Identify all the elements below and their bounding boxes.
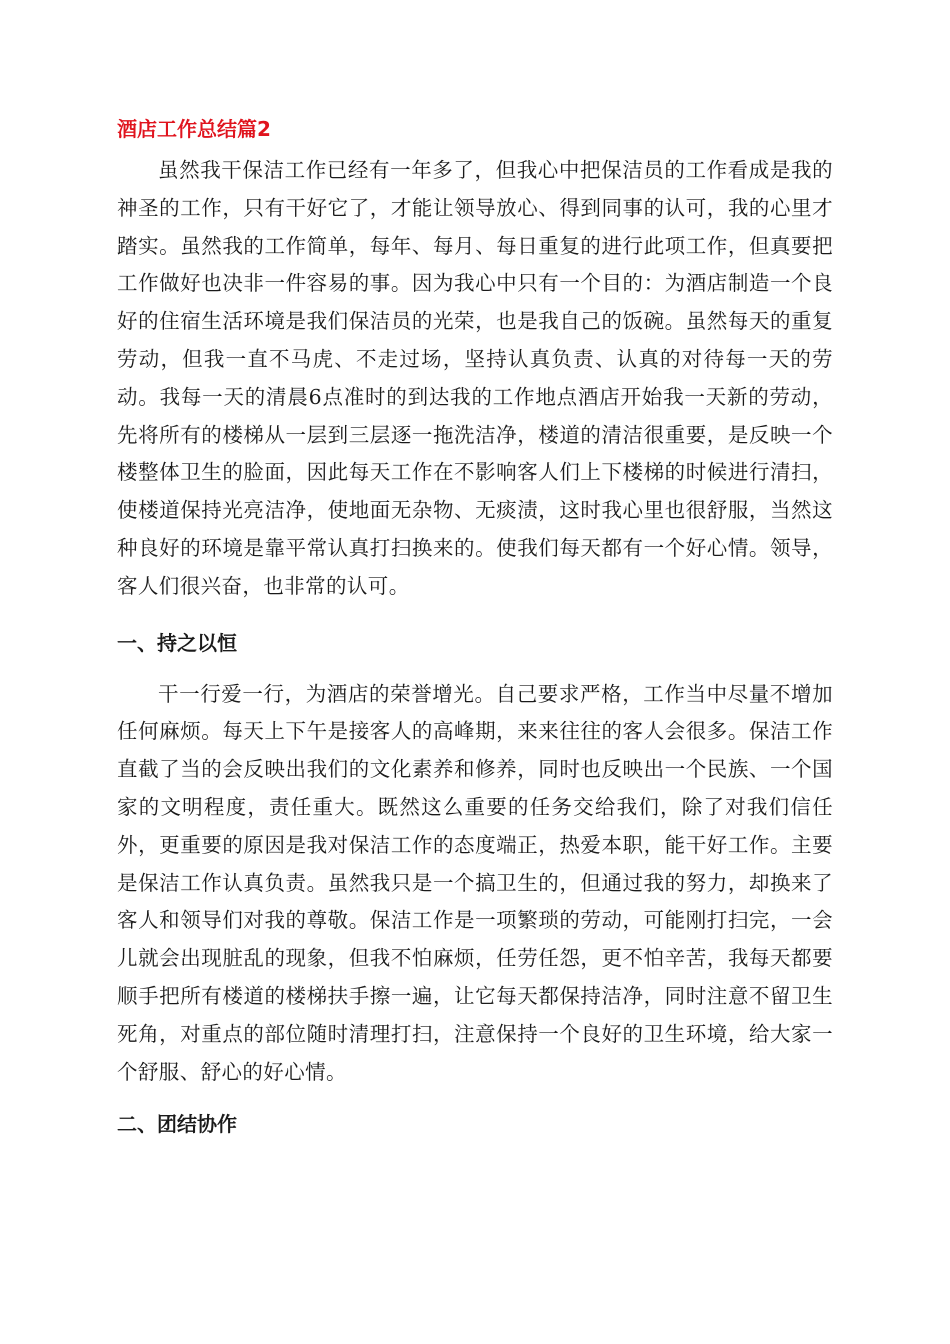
document-page — [117, 110, 833, 1143]
section-heading-2: 二、团结协作 — [117, 1112, 237, 1137]
intro-paragraph: 虽然我干保洁工作已经有一年多了，但我心中把保洁员的工作看成是我的神圣的工作，只有干好它了，才能让领导放心、得到同事的认可，我的心里才踏实。虽然我的工作简单，每年、每月、每日重复的进行此项工作，但真要把工作做好也决非一件容易的事。因为我心中只有一个目的：为酒店制造一个良好的住宿生活环境是我们保洁员的光荣，也是我自己的饭碗。虽然每天的重复劳动，但我一直不马虎、不走过场，坚持认真负责、认真的对待每一天的劳动。我每一天的清晨6点准时的到达我的工作地点酒店开始我一天新的劳动，先将所有的楼梯从一层到三层逐一拖洗洁净，楼道的清洁很重要，是反映一个楼整体卫生的脸面，因此每天工作在不影响客人们上下楼梯的时候进行清扫，使楼道保持光亮洁净，使地面无杂物、无痰渍，这时我心里也很舒服，当然这种良好的环境是靠平常认真打扫换来的。使我们每天都有一个好心情。领导，客人们很兴奋，也非常的认可。 — [117, 158, 833, 598]
section-1-paragraph: 干一行爱一行，为酒店的荣誉增光。自己要求严格，工作当中尽量不增加任何麻烦。每天上下午是接客人的高峰期，来来往往的客人会很多。保洁工作直截了当的会反映出我们的文化素养和修养，同时也反映出一个民族、一个国家的文明程度，责任重大。既然这么重要的任务交给我们，除了对我们信任外，更重要的原因是我对保洁工作的态度端正，热爱本职，能干好工作。主要是保洁工作认真负责。虽然我只是一个搞卫生的，但通过我的努力，却换来了客人和领导们对我的尊敬。保洁工作是一项繁琐的劳动，可能刚打扫完，一会儿就会出现脏乱的现象，但我不怕麻烦，任劳任怨，更不怕辛苦，我每天都要顺手把所有楼道的楼梯扶手擦一遍，让它每天都保持洁净，同时注意不留卫生死角，对重点的部位随时清理打扫，注意保持一个良好的卫生环境，给大家一个舒服、舒心的好心情。 — [117, 681, 833, 1084]
section-heading-1: 一、持之以恒 — [117, 630, 237, 655]
document-title: 酒店工作总结篇2 — [117, 117, 271, 141]
